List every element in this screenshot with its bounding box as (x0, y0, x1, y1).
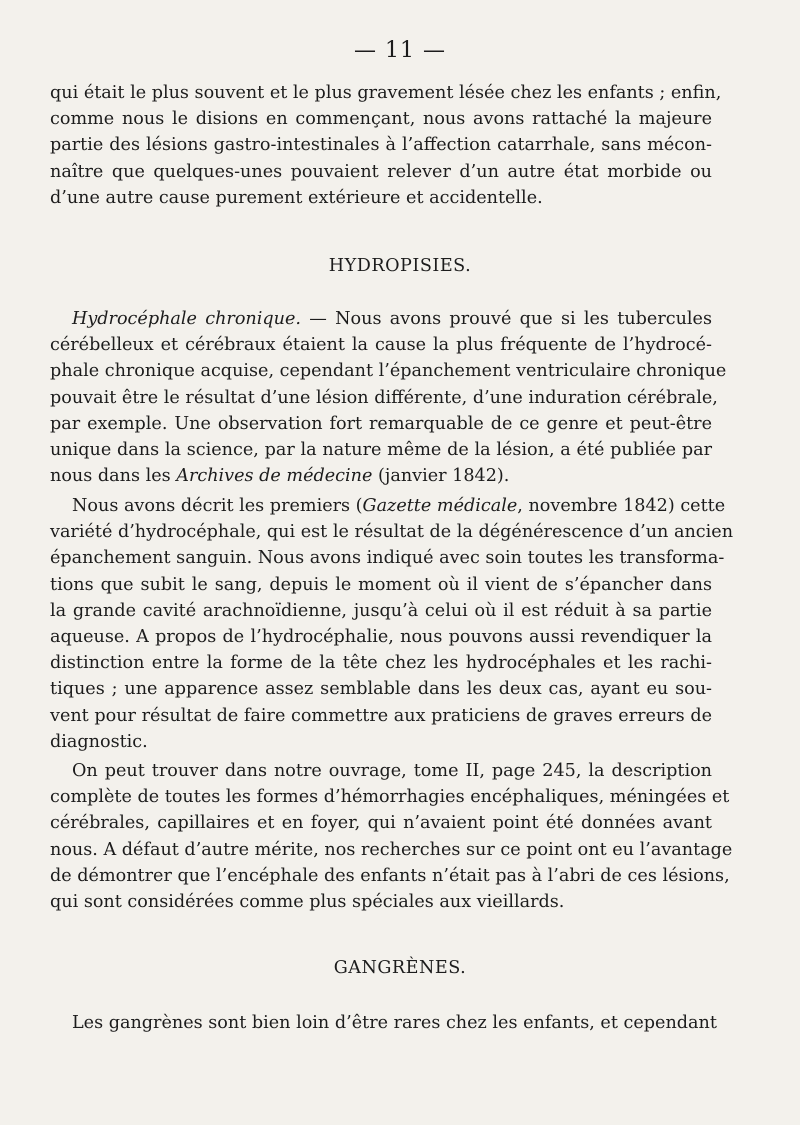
text-line: nous. A défaut d’autre mérite, nos recherches sur ce point ont eu l’avantage (50, 839, 733, 860)
text-run: (janvier 1842). (372, 466, 510, 487)
text-line (50, 463, 712, 489)
text-line: partie des lésions gastro-intestinales à l’affection catarrhale, sans mécon- (50, 135, 712, 156)
text-line (50, 306, 712, 332)
paragraph-gangrenes (50, 1010, 717, 1036)
section-heading-hydropisies: HYDROPISIES. (328, 256, 472, 276)
text-line: par exemple. Une observation fort remarquable de ce genre et peut-être (50, 413, 712, 434)
text-line: cérébelleux et cérébraux étaient la cause la plus fréquente de l’hydrocé- (50, 335, 712, 356)
text-run: — Nous avons prouvé que si les tubercules (300, 309, 712, 329)
section-heading-gangrenes: GANGRÈNES. (333, 958, 467, 978)
italic-title: Gazette médicale (362, 496, 518, 516)
text-line: unique dans la science, par la nature même de la lésion, a été publiée par (50, 440, 712, 461)
text-line: comme nous le disions en commençant, nous avons rattaché la majeure (50, 109, 712, 130)
text-line: d’une autre cause purement extérieure et accidentelle. (50, 187, 543, 208)
paragraph-hemorrhagies (50, 758, 733, 915)
italic-term: Hydrocéphale chronique. (72, 309, 301, 329)
text-line: phale chronique acquise, cependant l’épanchement ventriculaire chronique (50, 361, 727, 382)
text-run: , novembre 1842) cette (517, 496, 726, 516)
text-line: variété d’hydrocéphale, qui est le résultat de la dégénérescence d’un ancien (50, 522, 734, 543)
text-line: complète de toutes les formes d’hémorrhagies encéphaliques, méningées et (50, 787, 730, 808)
text-line: aqueuse. A propos de l’hydrocéphalie, nous pouvons aussi revendiquer la (50, 627, 712, 648)
page-number: — 11 — (354, 38, 446, 63)
text-line: de démontrer que l’encéphale des enfants n’était pas à l’abri de ces lésions, (50, 865, 730, 886)
italic-title: Archives de médecine (176, 466, 373, 487)
text-line: tiques ; une apparence assez semblable dans les deux cas, ayant eu sou- (50, 679, 712, 700)
text-run: nous dans les (50, 466, 177, 487)
text-line: diagnostic. (50, 731, 148, 752)
text-line: naître que quelques-unes pouvaient relever d’un autre état morbide ou (50, 161, 712, 182)
text-line: On peut trouver dans notre ouvrage, tome II, page 245, la description (72, 761, 712, 781)
text-run: Nous avons décrit les premiers ( (72, 496, 363, 516)
text-line: Les gangrènes sont bien loin d’être rares chez les enfants, et cependant (72, 1013, 717, 1033)
text-line: qui sont considérées comme plus spéciales aux vieillards. (50, 892, 565, 913)
text-line: tions que subit le sang, depuis le moment où il vient de s’épancher dans (50, 574, 712, 595)
text-line: épanchement sanguin. Nous avons indiqué avec soin toutes les transforma- (50, 548, 725, 569)
text-line: distinction entre la forme de la tête chez les hydrocéphales et les rachi- (50, 653, 712, 674)
text-line (50, 493, 726, 519)
text-line: la grande cavité arachnoïdienne, jusqu’à celui où il est réduit à sa partie (50, 600, 712, 621)
paragraph-premiers (50, 493, 734, 755)
paragraph-hydrocephale (50, 306, 727, 489)
text-line: cérébrales, capillaires et en foyer, qui n’avaient point été données avant (50, 813, 712, 834)
paragraph-intro (50, 80, 722, 211)
text-line: qui était le plus souvent et le plus gravement lésée chez les enfants ; enfin, (50, 83, 722, 103)
text-line: pouvait être le résultat d’une lésion différente, d’une induration cérébrale, (50, 387, 718, 408)
text-line: vent pour résultat de faire commettre aux praticiens de graves erreurs de (50, 705, 712, 726)
